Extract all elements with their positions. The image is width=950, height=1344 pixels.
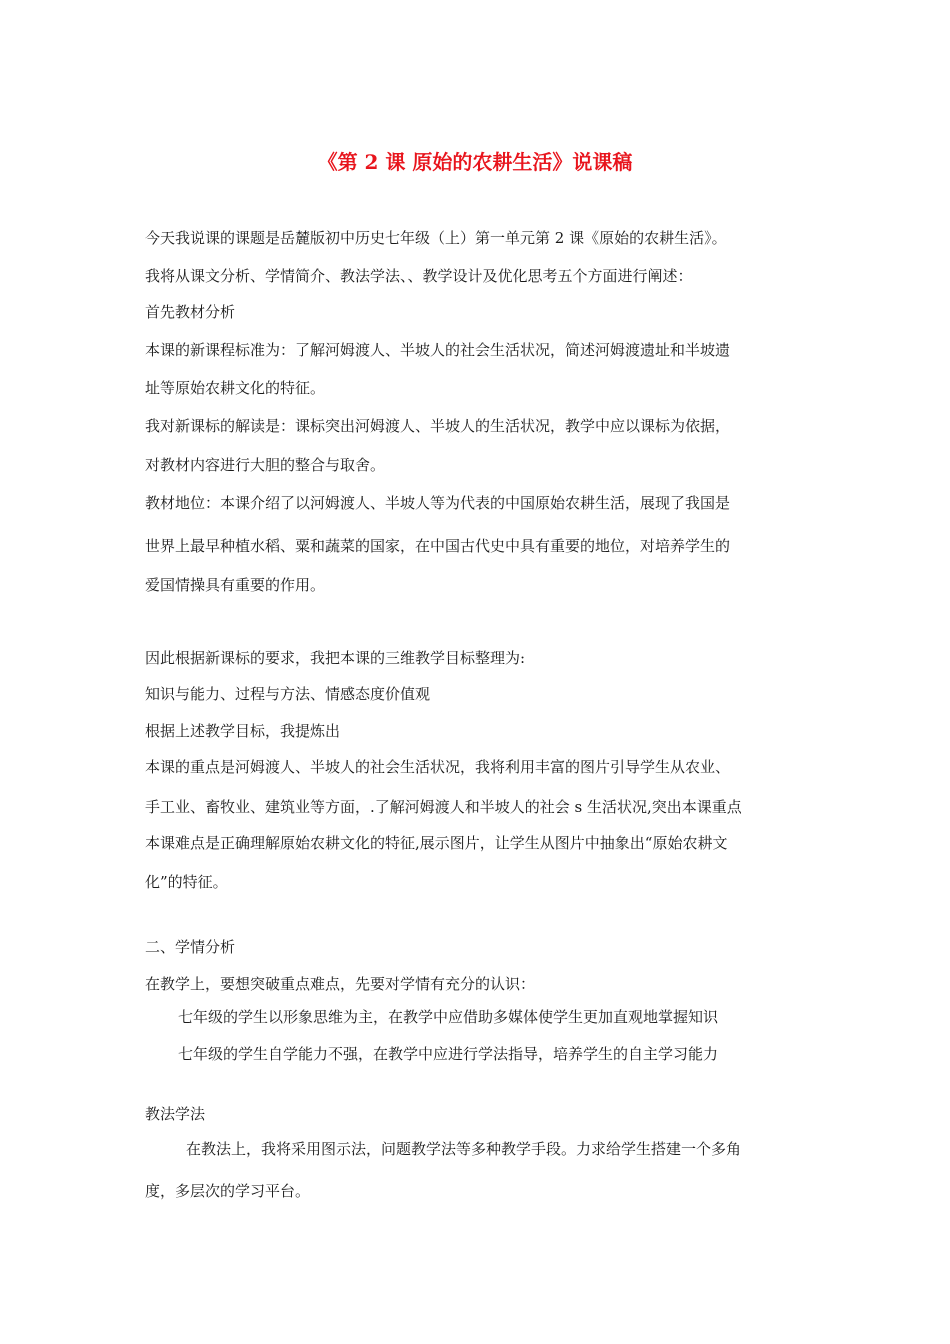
paragraph-line: 今天我说课的课题是岳麓版初中历史七年级（上）第一单元第 2 课《原始的农耕生活》。 [145,229,727,247]
section-heading: 首先教材分析 [145,303,236,321]
section-heading: 二、学情分析 [145,938,236,956]
paragraph-line: 七年级的学生自学能力不强，在教学中应进行学法指导，培养学生的自主学习能力 [178,1045,719,1063]
section-heading: 教法学法 [145,1105,206,1123]
paragraph-line: 我将从课文分析、学情简介、教法学法、、教学设计及优化思考五个方面进行阐述： [145,267,693,285]
paragraph-line: 世界上最早种植水稻、粟和蔬菜的国家，在中国古代史中具有重要的地位，对培养学生的 [145,537,731,555]
paragraph-line: 教材地位：本课介绍了以河姆渡人、半坡人等为代表的中国原始农耕生活，展现了我国是 [145,494,731,512]
paragraph-line: 七年级的学生以形象思维为主，在教学中应借助多媒体使学生更加直观地掌握知识 [178,1008,719,1026]
paragraph-line: 手工业、畜牧业、建筑业等方面，.了解河姆渡人和半坡人的社会 s 生活状况,突出本课重点 [145,798,742,816]
paragraph-line: 知识与能力、过程与方法、情感态度价值观 [145,685,431,703]
paragraph-line: 我对新课标的解读是：课标突出河姆渡人、半坡人的生活状况，教学中应以课标为依据， [145,417,731,435]
paragraph-line: 在教法上，我将采用图示法，问题教学法等多种教学手段。力求给学生搭建一个多角 [186,1140,742,1158]
paragraph-line: 本课的新课程标准为：了解河姆渡人、半坡人的社会生活状况，简述河姆渡遗址和半坡遗 [145,341,731,359]
paragraph-line: 对教材内容进行大胆的整合与取舍。 [145,456,386,474]
paragraph-line: 在教学上，要想突破重点难点，先要对学情有充分的认识： [145,975,536,993]
paragraph-line: 因此根据新课标的要求，我把本课的三维教学目标整理为: [145,649,526,667]
paragraph-line: 爱国情操具有重要的作用。 [145,576,326,594]
paragraph-line: 化”的特征。 [145,873,228,891]
paragraph-line: 址等原始农耕文化的特征。 [145,379,326,397]
paragraph-line: 度，多层次的学习平台。 [145,1182,311,1200]
paragraph-line: 本课的重点是河姆渡人、半坡人的社会生活状况，我将利用丰富的图片引导学生从农业、 [145,758,731,776]
paragraph-line: 根据上述教学目标，我提炼出 [145,722,341,740]
document-title: 《第 2 课 原始的农耕生活》说课稿 [317,150,633,174]
paragraph-line: 本课难点是正确理解原始农耕文化的特征,展示图片，让学生从图片中抽象出“原始农耕文 [145,834,728,852]
